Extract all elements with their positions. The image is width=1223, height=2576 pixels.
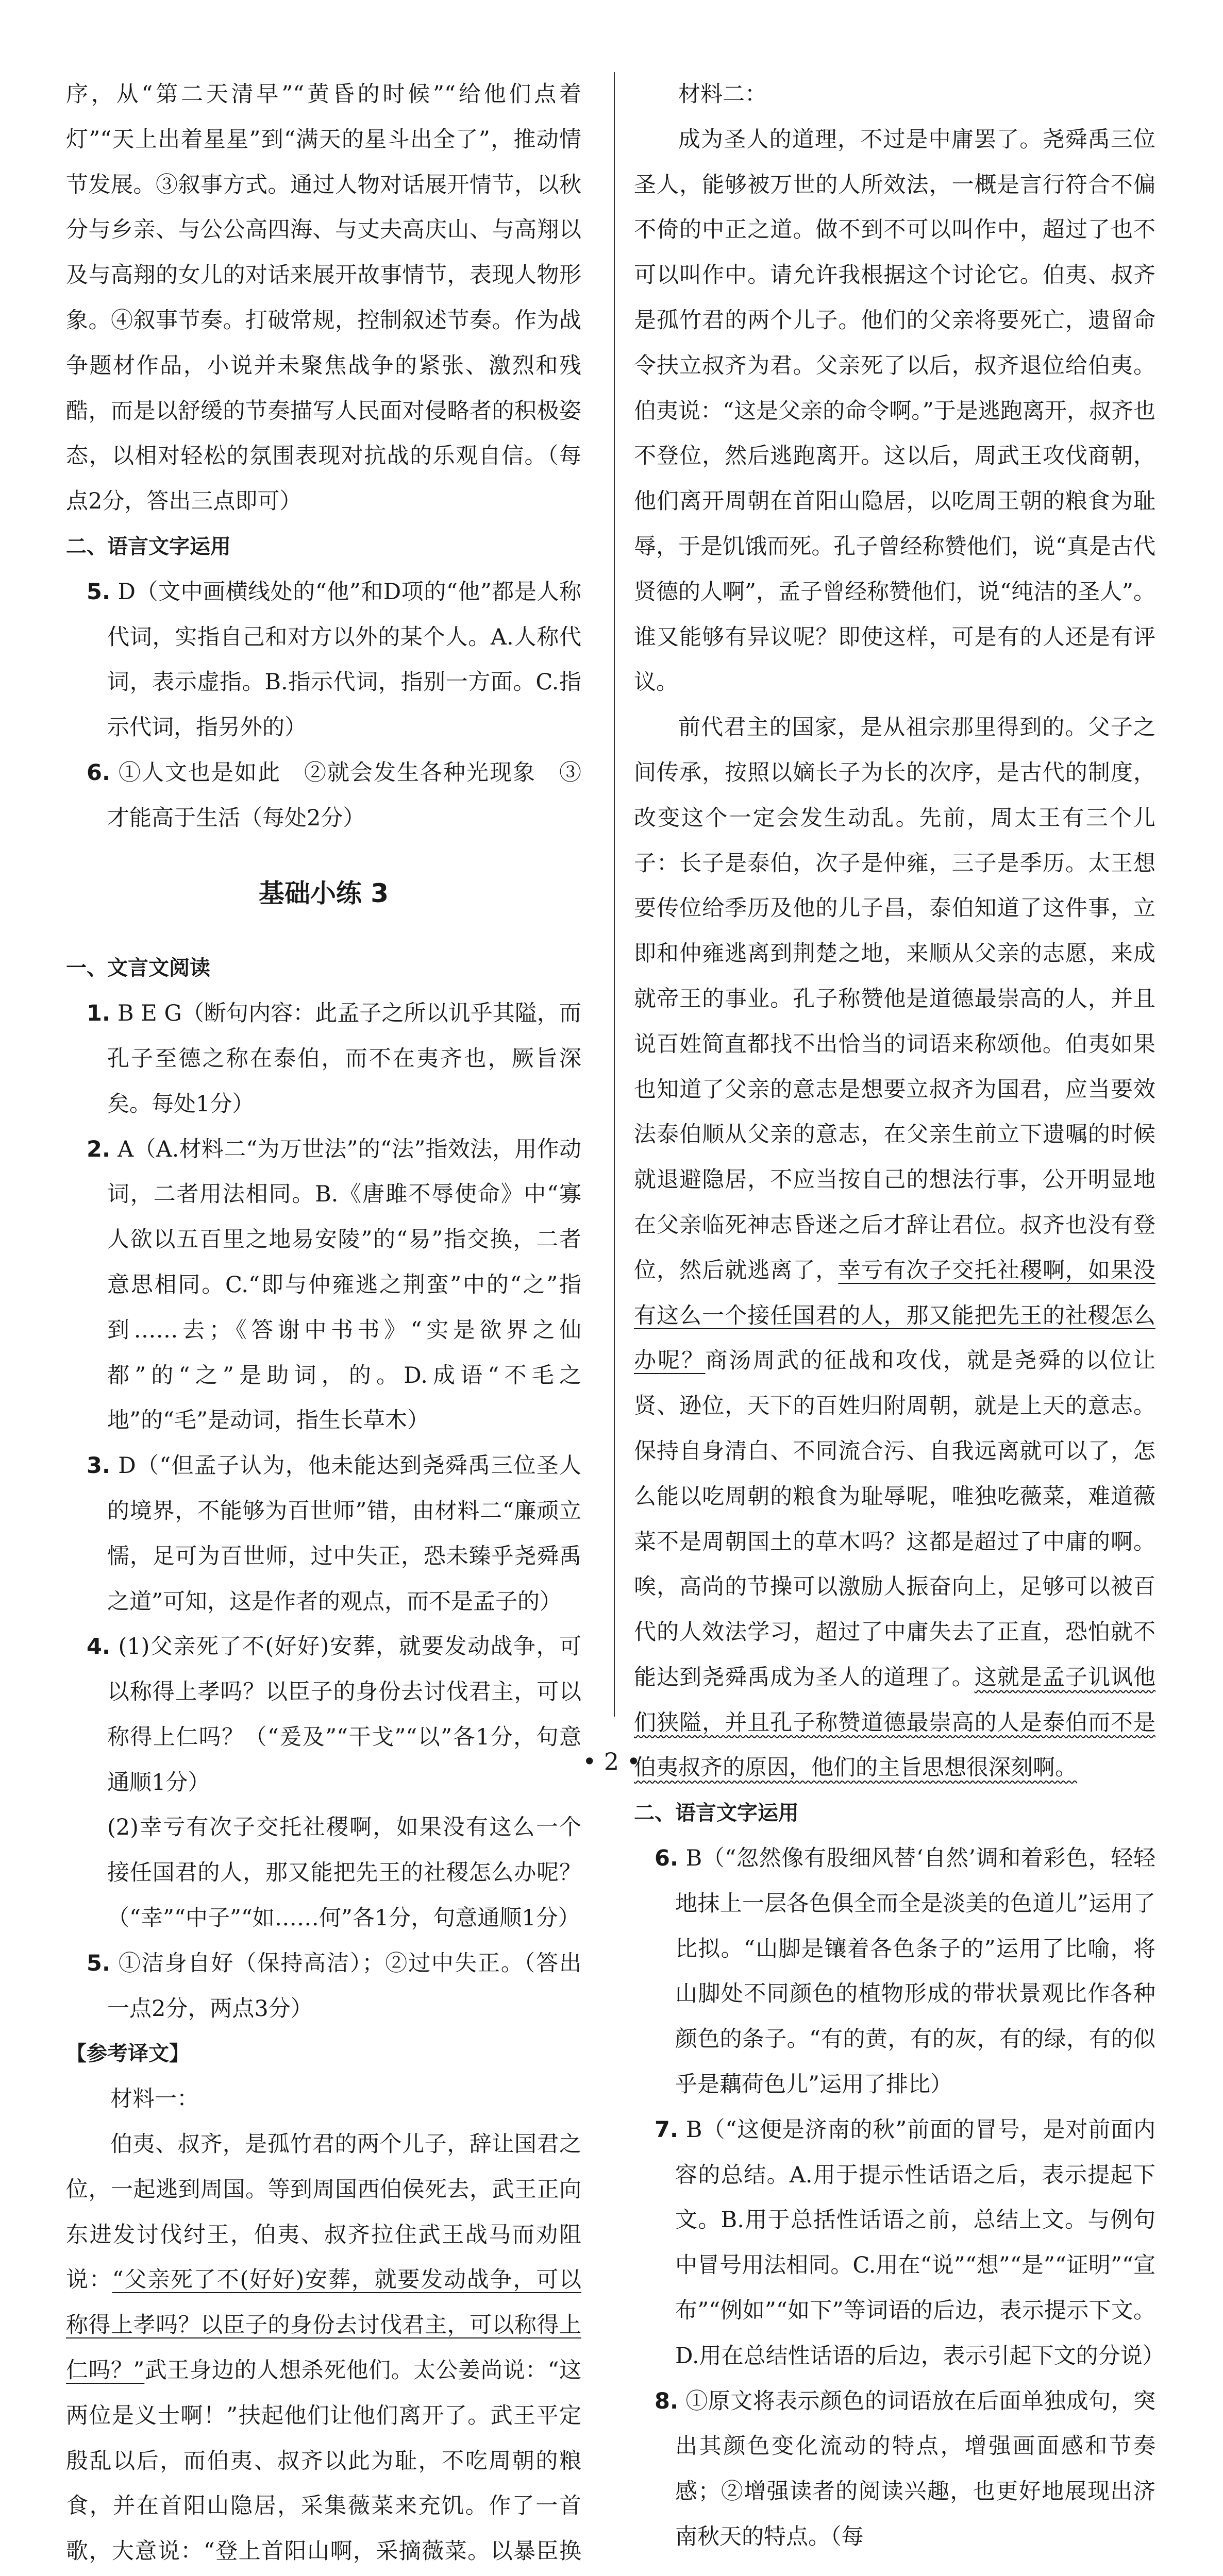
- material-1-title: 材料一：: [110, 2086, 199, 2112]
- answer-text: B E G（断句内容：此孟子之所以讥乎其隘，而孔子至德之称在泰伯，而不在夷齐也，厥旨深矣。每处1分）: [107, 1001, 581, 1117]
- answer-number: 6.: [87, 759, 111, 786]
- answer-8: [634, 2379, 1155, 2560]
- material-2-paragraph-2: [634, 705, 1155, 1791]
- answer-text: D（“但孟子认为，他未能达到尧舜禹三位圣人的境界，不能够为百世师”错，由材料二“廉顽立懦，足可为百世师，过中失正，恐未臻乎尧舜禹之道”可知，这是作者的观点，而不是孟子的）: [107, 1453, 581, 1615]
- answer-number: 5.: [87, 1950, 111, 1976]
- answer-text: A（A.材料二“为万世法”的“法”指效法，用作动词，二者用法相同。B.《唐雎不辱使命》中“寡人欲以五百里之地易安陵”的“易”指交换，二者意思相同。C.“即与仲雍逃之荆蛮”中的“之”指到……去；《答谢中书书》“实是欲界之仙都”的“之”是助词，的。D.成语“不毛之地”的“毛”是动词，指生长草木）: [107, 1136, 581, 1434]
- material-1-part-a: 伯夷、叔齐，是孤竹君的两个儿子，辞让国君之位，一起逃到周国。等到周国西伯侯死去，武王正向东进发讨伐纣王，伯夷、叔齐拉住武王战马而劝阻说：: [66, 2131, 581, 2293]
- section-heading-language: 二、语言文字运用: [66, 534, 231, 558]
- right-column: [634, 72, 1165, 2560]
- material-2-paragraph-1: 成为圣人的道理，不过是中庸罢了。尧舜禹三位圣人，能够被万世的人所效法，一概是言行符合不偏不倚的中正之道。做不到不可以叫作中，超过了也不可以叫作中。请允许我根据这个讨论它。伯夷、叔齐是孤竹君的两个儿子。他们的父亲将要死亡，遗留命令扶立叔齐为君。父亲死了以后，叔齐退位给伯夷。伯夷说：“这是父亲的命令啊。”于是逃跑离开，叔齐也不登位，然后逃跑离开。这以后，周武王攻伐商朝，他们离开周朝在首阳山隐居，以吃周王朝的粮食为耻辱，于是饥饿而死。孔子曾经称赞他们，说“真是古代贤德的人啊”，孟子曾经称赞他们，说“纯洁的圣人”。谁又能够有异议呢？即使这样，可是有的人还是有评议。: [634, 126, 1155, 696]
- answer-number: 5.: [87, 579, 111, 605]
- material-2-wavy-underlined: 这就是孟子讥讽他们狭隘，并且孔子称赞道德最崇高的人是泰伯而不是伯夷叔齐的原因，他们的主旨思想很深刻啊。: [634, 1664, 1156, 1781]
- column-divider: [614, 72, 615, 1717]
- material-1-text: [66, 2122, 581, 2576]
- answer-number: 1.: [87, 1001, 111, 1027]
- answer-text: ①原文将表示颜色的词语放在后面单独成句，突出其颜色变化流动的特点，增强画面感和节奏感；②增强读者的阅读兴趣，也更好地展现出济南秋天的特点。（每: [675, 2388, 1156, 2550]
- answer-4: [66, 1624, 581, 1805]
- answer-2: [66, 1127, 581, 1444]
- answer-5: [66, 570, 581, 751]
- answer-6b: [634, 1836, 1155, 2108]
- answer-number: 6.: [655, 1845, 679, 1872]
- answer-text: B（“忽然像有股细风替‘自然’调和着彩色，轻轻地抹上一层各色俱全而全是淡美的色道儿”运用了比拟。“山脚是镶着各色条子的”运用了比喻，将山脚处不同颜色的植物形成的带状景观比作各种颜色的条子。“有的黄，有的灰，有的绿，有的似乎是藕荷色儿”运用了排比）: [675, 1845, 1156, 2098]
- material-2-part-a: 前代君主的国家，是从祖宗那里得到的。父子之间传承，按照以嫡长子为长的次序，是古代的制度，改变这个一定会发生动乱。先前，周太王有三个儿子：长子是泰伯，次子是仲雍，三子是季历。太王想要传位给季历及他的儿子昌，泰伯知道了这件事，立即和仲雍逃离到荆楚之地，来顺从父亲的志愿，来成就帝王的事业。孔子称赞他是道德最崇高的人，并且说百姓简直都找不出恰当的词语来称颂他。伯夷如果也知道了父亲的意志是想要立叔齐为国君，应当要效法泰伯顺从父亲的意志，在父亲生前立下遗嘱的时候就退避隐居，不应当按自己的想法行事，公开明显地在父亲临死神志昏迷之后才辞让君位。叔齐也没有登位，然后就逃离了，: [634, 715, 1155, 1283]
- material-1-part-b: 武王身边的人想杀死他们。太公姜尚说：“这两位是义士啊！”扶起他们让他们离开了。武王平定殷乱以后，而伯夷、叔齐以此为耻，不吃周朝的粮食，并在首阳山隐居，采集薇菜来充饥。作了一首歌，大意说：“登上首阳山啊，采摘薇菜。以暴臣换: [66, 2358, 582, 2565]
- page-number: • 2 •: [582, 1748, 641, 1775]
- answer-text: B（“这便是济南的秋”前面的冒号，是对前面内容的总结。A.用于提示性话语之后，表示提起下文。B.用于总括性话语之前，总结上文。与例句中冒号用法相同。C.用在“说”“想”“是”“证明”“宣布”“例如”“如下”等词语的后边，表示提示下文。D.用在总结性话语的后边，表示引起下文的分说）: [675, 2116, 1165, 2369]
- answer-5b: [66, 1941, 581, 2032]
- answer-number: 3.: [87, 1453, 111, 1479]
- answer-number: 7.: [655, 2116, 679, 2143]
- left-column: [66, 72, 581, 2576]
- answer-number: 2.: [87, 1136, 111, 1162]
- answer-6: [66, 751, 581, 841]
- material-2-title: 材料二：: [678, 81, 767, 107]
- answer-text: (1)父亲死了不(好好)安葬，就要发动战争，可以称得上孝吗？以臣子的身份去讨伐君主，可以称得上仁吗？（“爰及”“干戈”“以”各1分，句意通顺1分）: [107, 1634, 582, 1795]
- answer-4-part-2: (2)幸亏有次子交托社稷啊，如果没有这么一个接任国君的人，那又能把先王的社稷怎么办呢？（“幸”“中子”“如……何”各1分，句意通顺1分）: [107, 1815, 581, 1931]
- reference-translation-heading: 【参考译文】: [66, 2042, 190, 2066]
- answer-1: [66, 991, 581, 1127]
- answer-text: ①人文也是如此 ②就会发生各种光现象 ③才能高于生活（每处2分）: [107, 759, 581, 831]
- material-2-underlined: 幸亏有次子交托社稷啊，如果没有这么一个接任国君的人，那又能把先王的社稷怎么办呢？: [634, 1257, 1156, 1374]
- answer-text: D（文中画横线处的“他”和D项的“他”都是人称代词，实指自己和对方以外的某个人。A.人称代词，表示虚指。B.指示代词，指别一方面。C.指示代词，指另外的）: [107, 579, 581, 741]
- answer-3: [66, 1444, 581, 1624]
- exercise-title: 基础小练 3: [258, 878, 389, 908]
- material-2-part-b: 商汤周武的征战和攻伐，就是尧舜的以位让贤、逊位，天下的百姓归附周朝，就是上天的意志。保持自身清白、不同流合污、自我远离就可以了，怎么能以吃周朝的粮食为耻辱呢，唯独吃薇菜，难道薇菜不是周朝国土的草木吗？这都是超过了中庸的啊。唉，高尚的节操可以激励人振奋向上，足够可以被百代的人效法学习，超过了中庸失去了正直，恐怕就不能达到尧舜禹成为圣人的道理了。: [634, 1348, 1156, 1690]
- answer-text: ①洁身自好（保持高洁）；②过中失正。（答出一点2分，两点3分）: [107, 1950, 581, 2022]
- answer-number: 8.: [655, 2388, 679, 2414]
- answer-number: 4.: [87, 1634, 111, 1660]
- answer-7: [634, 2108, 1165, 2379]
- section-heading-classical: 一、文言文阅读: [66, 956, 210, 980]
- material-1-underlined: “父亲死了不(好好)安葬，就要发动战争，可以称得上孝吗？以臣子的身份去讨伐君主，可以称得上仁吗？”: [66, 2267, 581, 2384]
- section-heading-language-2: 二、语言文字运用: [634, 1801, 799, 1825]
- intro-paragraph: 序，从“第二天清早”“黄昏的时候”“给他们点着灯”“天上出着星星”到“满天的星斗出全了”，推动情节发展。③叙事方式。通过人物对话展开情节，以秋分与乡亲、与公公高四海、与丈夫高庆山、与高翔以及与高翔的女儿的对话来展开故事情节，表现人物形象。④叙事节奏。打破常规，控制叙述节奏。作为战争题材作品，小说并未聚焦战争的紧张、激烈和残酷，而是以舒缓的节奏描写人民面对侵略者的积极姿态，以相对轻松的氛围表现对抗战的乐观自信。（每点2分，答出三点即可）: [66, 81, 581, 515]
